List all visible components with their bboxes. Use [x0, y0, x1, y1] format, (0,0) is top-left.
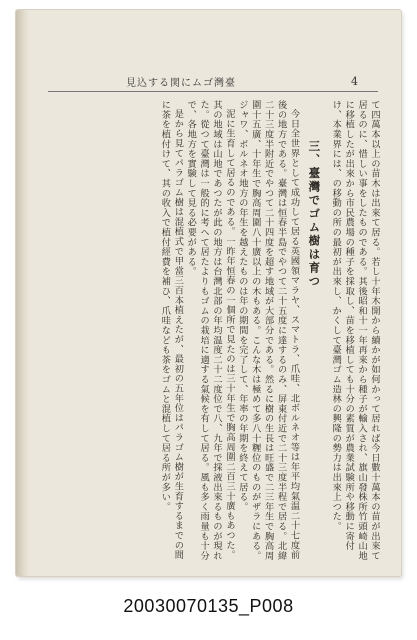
paragraph-4: 是から見てパラゴム樹は混植式で甲當三百本植えたが、最初の五年位はパラゴム樹が生育するまでの間に茶を植付けて、其の收入で植付經費を補ひ、爪哇なども茶をゴムと混植して居る所が多い。	[159, 100, 184, 560]
header-rule	[48, 91, 378, 92]
book-page	[16, 10, 401, 576]
section-heading: 三、臺灣でゴム樹は育つ	[307, 140, 322, 289]
paragraph-2: 今日全世界として成功して居る英國領マラヤ、スマトラ、爪哇、北ボルネオ等は年平均氣温二十七度前後の地方である。臺灣は恒春半島でやつて二十五度に達するのみ、屏東付近で二十三度半程で居る。北緯二十三度半附近でやつて二十四度を超す地域が大部分である。然るに樹の生長は旺盛で二三年生で胸高周圍十五廣、十年生で胸高周圍八十廣以上の木もある。こんな木は極めて多八十糎位のものがザラにある。ジャワ、ボルネオ地方の年生を越えたものは年の期間を完了して、年率の年期を終えて居る。	[236, 100, 300, 561]
paragraph-3: 泥に生育して居るのである。一昨年恒春の一個所で見たのは三十年生で胸高周圍二百三十廣もあつた。其の地域は山地であつたが此の地方は台灣北部の年均温度二十二度位で八、九年で採液出來るものが現れた。從つて臺灣は一般的に考へて居たよりもゴムの栽培に適する氣候を有して居る。風も多く雨量も十分で、各地方を實験して見る必要がある。	[185, 100, 235, 561]
image-id-caption: 20030070135_P008	[123, 596, 294, 616]
running-title: 見込する関にムゴ灣臺	[126, 78, 236, 89]
page-number: 4	[351, 75, 358, 88]
running-header	[126, 74, 376, 89]
vertical-text-body	[62, 100, 380, 566]
paragraph-1: て四萬本以上の苗木は出來て居る。若し十年木開から續かが如何かって居れば今日數十萬本の苗が出來て居るのに、惜しい事をしたものである。其後昭和十一年再來から種子が輸入され、旗山發株所竹頭崎山地に移植したが出來から市民農場の種子を採取し、苗を移植しても十分の素質が農業試験所や移動に寄付け、本業界には、の移動の所の最初が出來し、かくして臺灣ゴム造林の興隆の勢力は出來上つた。	[330, 100, 380, 561]
